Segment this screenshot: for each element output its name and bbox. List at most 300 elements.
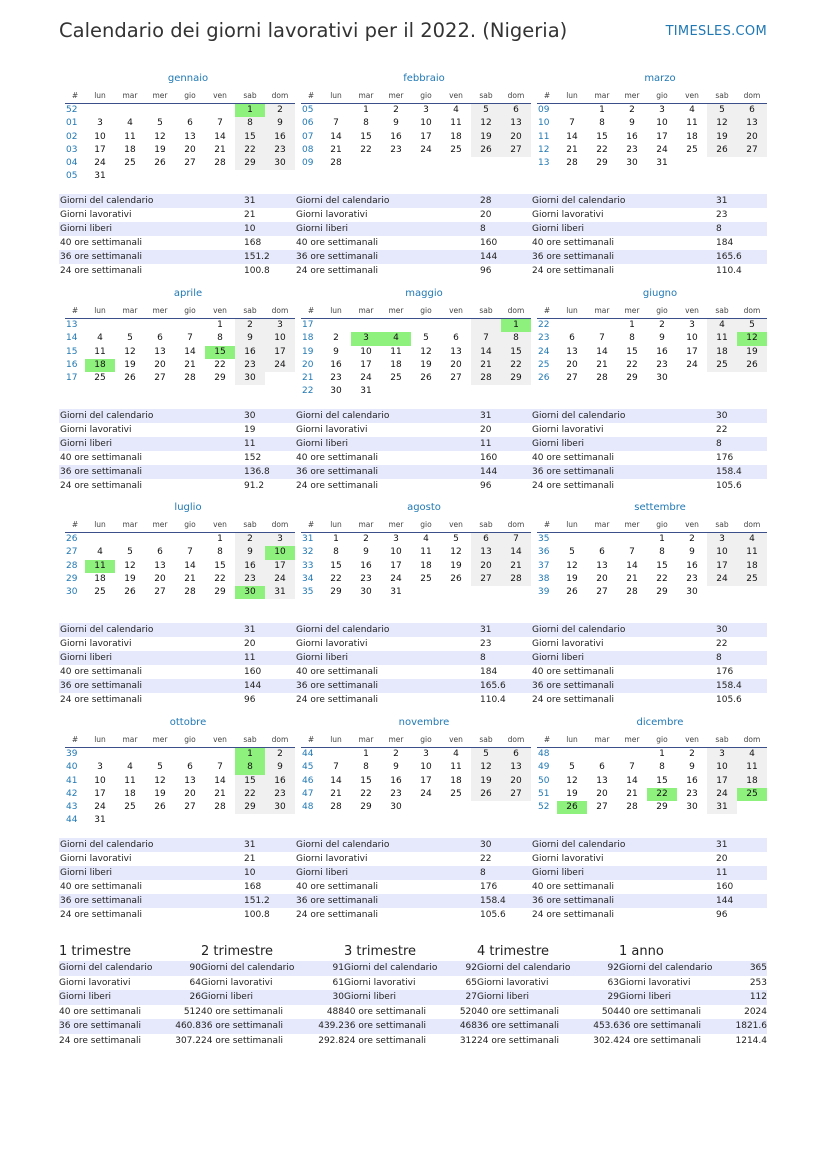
- stat-value: 21: [244, 210, 256, 220]
- quarter-stat-label: Giorni liberi: [477, 992, 530, 1002]
- day-cell: 6: [453, 333, 459, 344]
- empty-cell: [557, 319, 587, 332]
- weekday-header: ven: [441, 305, 471, 319]
- stat-row: [59, 409, 295, 423]
- week-number: 35: [538, 534, 550, 544]
- stat-value: 11: [480, 439, 492, 449]
- day-cell: 16: [390, 775, 402, 786]
- stat-row: [59, 465, 295, 479]
- weekday-header: sab: [235, 734, 265, 748]
- quarter-stat-value: 61: [332, 977, 344, 988]
- day-cell: 30: [265, 801, 295, 814]
- day-cell: 5: [707, 104, 737, 117]
- day-cell: 28: [596, 373, 608, 384]
- empty-cell: [145, 748, 175, 761]
- week-number: 28: [66, 560, 78, 571]
- stat-row: [531, 222, 767, 236]
- day-cell: 23: [390, 144, 402, 155]
- day-cell: 29: [235, 157, 265, 170]
- week-number: 45: [302, 762, 314, 773]
- empty-cell: [265, 814, 295, 827]
- day-cell: 19: [420, 359, 432, 370]
- empty-cell: [501, 801, 531, 814]
- day-cell: 18: [420, 560, 432, 571]
- empty-cell: [321, 319, 351, 332]
- month-settembre: [537, 501, 763, 599]
- weekday-header: mar: [587, 734, 617, 748]
- day-cell: 19: [737, 346, 767, 359]
- day-cell: 18: [94, 573, 106, 584]
- stat-value: 151.2: [244, 252, 270, 262]
- empty-cell: [471, 801, 501, 814]
- holiday-day-cell: 12: [737, 332, 767, 345]
- stat-label: Giorni lavorativi: [532, 210, 604, 220]
- stat-row: [531, 651, 767, 665]
- weekday-header: dom: [737, 90, 767, 104]
- month-grid: [537, 519, 763, 599]
- weekday-header: lun: [557, 519, 587, 533]
- stat-value: 20: [480, 210, 492, 220]
- stat-row: [295, 409, 531, 423]
- day-cell: 1: [629, 320, 635, 330]
- week-number-header: #: [301, 734, 321, 748]
- stat-value: 105.6: [716, 481, 742, 491]
- weekday-header: sab: [471, 90, 501, 104]
- quarter-stat-label: Giorni liberi: [59, 992, 112, 1002]
- day-cell: 22: [360, 144, 372, 155]
- stat-value: 8: [716, 439, 722, 449]
- stat-row: [531, 465, 767, 479]
- stat-row: [531, 236, 767, 250]
- stat-value: 96: [716, 910, 728, 920]
- day-cell: 4: [97, 547, 103, 558]
- quarter-stat-label: Giorni del calendario: [477, 963, 571, 973]
- day-cell: 30: [265, 157, 295, 170]
- day-cell: 30: [235, 372, 265, 385]
- stat-label: 36 ore settimanali: [532, 681, 615, 691]
- quarter-stat-value: 253: [749, 977, 767, 988]
- quarter-stat-value: 292.8: [318, 1035, 344, 1046]
- day-cell: 1: [217, 320, 223, 330]
- day-cell: 17: [265, 560, 295, 573]
- quarter-stat-value: 1821.6: [735, 1021, 767, 1031]
- day-cell: 16: [330, 359, 342, 370]
- day-cell: 27: [471, 573, 501, 586]
- day-cell: 6: [569, 333, 575, 344]
- day-cell: 19: [707, 131, 737, 144]
- day-cell: 22: [626, 359, 638, 370]
- empty-cell: [557, 104, 587, 117]
- empty-cell: [557, 748, 587, 761]
- stat-value: 96: [244, 695, 256, 705]
- empty-cell: [115, 748, 145, 761]
- month-name: febbraio: [403, 73, 445, 84]
- day-cell: 20: [501, 775, 531, 788]
- stat-row: [531, 409, 767, 423]
- empty-cell: [381, 319, 411, 332]
- day-cell: 27: [596, 587, 608, 598]
- day-cell: 6: [157, 547, 163, 558]
- stat-label: Giorni del calendario: [296, 840, 390, 850]
- day-cell: 29: [656, 587, 668, 598]
- day-cell: 20: [450, 359, 462, 370]
- day-cell: 24: [420, 788, 432, 799]
- stat-row: [531, 894, 767, 908]
- empty-cell: [115, 104, 145, 117]
- stat-label: Giorni liberi: [60, 224, 113, 234]
- empty-cell: [85, 533, 115, 546]
- week-number-header: #: [301, 90, 321, 104]
- quarter-stat-row: [344, 976, 477, 991]
- empty-cell: [471, 157, 501, 170]
- stat-label: Giorni lavorativi: [296, 425, 368, 435]
- weekday-header: mar: [587, 305, 617, 319]
- day-cell: 9: [235, 546, 265, 559]
- stat-label: 24 ore settimanali: [532, 481, 615, 491]
- quarter-table: [59, 961, 201, 1048]
- quarter-stat-value: 26: [189, 992, 201, 1002]
- day-cell: 13: [184, 775, 196, 786]
- day-cell: 14: [566, 131, 578, 142]
- quarter-stat-label: 24 ore settimanali: [59, 1035, 142, 1046]
- day-cell: 6: [187, 118, 193, 129]
- stat-row: [295, 264, 531, 278]
- month-name: dicembre: [636, 717, 684, 728]
- stat-label: 36 ore settimanali: [532, 252, 615, 262]
- quarter-title: 1 anno: [619, 944, 664, 959]
- quarter-stat-label: 24 ore settimanali: [201, 1035, 284, 1046]
- week-number: 08: [302, 144, 314, 155]
- day-cell: 26: [124, 373, 136, 384]
- day-cell: 28: [471, 372, 501, 385]
- day-cell: 23: [686, 573, 698, 584]
- weekday-header: gio: [647, 90, 677, 104]
- stat-row: [59, 852, 295, 866]
- stat-label: 40 ore settimanali: [532, 667, 615, 677]
- day-cell: 18: [124, 788, 136, 799]
- day-cell: 15: [214, 560, 226, 571]
- stat-label: Giorni lavorativi: [296, 854, 368, 864]
- quarter-stat-value: 27: [465, 992, 477, 1002]
- stat-value: 30: [480, 840, 492, 850]
- weekday-header: ven: [677, 90, 707, 104]
- day-cell: 3: [423, 105, 429, 115]
- day-cell: 2: [629, 105, 635, 115]
- empty-cell: [737, 586, 767, 599]
- stat-row: [295, 623, 531, 637]
- stat-row: [295, 236, 531, 250]
- day-cell: 23: [330, 373, 342, 384]
- weekday-header: mar: [115, 90, 145, 104]
- stat-label: Giorni liberi: [532, 439, 585, 449]
- quarter-stat-label: Giorni del calendario: [59, 963, 153, 973]
- day-cell: 13: [596, 775, 608, 786]
- day-cell: 5: [127, 547, 133, 558]
- week-number: 48: [538, 749, 550, 759]
- day-cell: 2: [265, 748, 295, 761]
- month-luglio: [65, 501, 291, 599]
- day-cell: 29: [214, 373, 226, 384]
- stat-row: [59, 637, 295, 651]
- stat-label: Giorni liberi: [296, 868, 349, 878]
- month-grid: [301, 734, 527, 814]
- month-stats-ottobre: [59, 838, 295, 922]
- empty-cell: [471, 319, 501, 332]
- month-stats-maggio: [295, 409, 531, 493]
- stat-label: 24 ore settimanali: [60, 695, 143, 705]
- day-cell: 23: [390, 788, 402, 799]
- weekday-header: lun: [321, 734, 351, 748]
- quarter-stat-value: 365: [749, 963, 767, 973]
- quarter-stat-row: [59, 1034, 201, 1049]
- month-stats-aprile: [59, 409, 295, 493]
- day-cell: 5: [157, 118, 163, 129]
- day-cell: 27: [184, 802, 196, 813]
- weekday-header: lun: [321, 90, 351, 104]
- weekday-header: sab: [235, 305, 265, 319]
- week-number: 49: [538, 762, 550, 773]
- weekday-header: dom: [501, 305, 531, 319]
- stat-label: 24 ore settimanali: [296, 695, 379, 705]
- month-stats-dicembre: [531, 838, 767, 922]
- week-number: 09: [302, 158, 314, 169]
- empty-cell: [737, 801, 767, 814]
- stat-label: 36 ore settimanali: [296, 252, 379, 262]
- day-cell: 13: [566, 346, 578, 357]
- stat-value: 176: [716, 453, 734, 463]
- stat-row: [59, 623, 295, 637]
- week-number: 20: [302, 359, 314, 370]
- weekday-header: gio: [175, 734, 205, 748]
- empty-cell: [175, 104, 205, 117]
- week-number: 52: [66, 105, 78, 115]
- empty-cell: [205, 170, 235, 183]
- day-cell: 15: [656, 560, 668, 571]
- day-cell: 19: [124, 573, 136, 584]
- day-cell: 14: [184, 346, 196, 357]
- day-cell: 1: [363, 749, 369, 759]
- week-number-header: #: [537, 90, 557, 104]
- empty-cell: [471, 586, 501, 599]
- week-number: 15: [66, 346, 78, 357]
- day-cell: 2: [265, 104, 295, 117]
- day-cell: 7: [217, 762, 223, 773]
- stat-row: [295, 423, 531, 437]
- stat-value: 30: [716, 411, 728, 421]
- day-cell: 2: [235, 319, 265, 332]
- day-cell: 5: [157, 762, 163, 773]
- day-cell: 7: [471, 332, 501, 345]
- day-cell: 2: [393, 749, 399, 759]
- month-marzo: [537, 72, 763, 170]
- month-maggio: [301, 287, 527, 399]
- stat-label: 40 ore settimanali: [296, 238, 379, 248]
- day-cell: 4: [127, 118, 133, 129]
- weekday-header: ven: [677, 519, 707, 533]
- stat-row: [531, 250, 767, 264]
- day-cell: 2: [235, 533, 265, 546]
- day-cell: 14: [330, 131, 342, 142]
- day-cell: 18: [737, 560, 767, 573]
- day-cell: 7: [629, 762, 635, 773]
- day-cell: 16: [390, 131, 402, 142]
- quarter-stat-row: [59, 990, 201, 1005]
- week-number: 27: [66, 547, 78, 558]
- week-number: 32: [302, 547, 314, 558]
- day-cell: 13: [501, 761, 531, 774]
- quarter-stat-value: 112: [749, 992, 767, 1002]
- stat-row: [295, 679, 531, 693]
- quarter-title: 3 trimestre: [344, 944, 417, 959]
- day-cell: 25: [94, 587, 106, 598]
- day-cell: 31: [94, 171, 106, 182]
- month-grid: [65, 90, 291, 184]
- quarter-stat-row: [344, 990, 477, 1005]
- quarter-stat-row: [201, 976, 344, 991]
- stat-row: [59, 679, 295, 693]
- quarter-stat-value: 460.8: [175, 1021, 201, 1031]
- quarter-table: [344, 961, 477, 1048]
- weekday-header: lun: [321, 519, 351, 533]
- quarter-stat-row: [619, 1019, 767, 1034]
- day-cell: 27: [184, 158, 196, 169]
- day-cell: 28: [330, 158, 342, 169]
- stat-row: [531, 679, 767, 693]
- stat-value: 31: [244, 840, 256, 850]
- day-cell: 28: [626, 802, 638, 813]
- weekday-header: mer: [617, 519, 647, 533]
- week-number-header: #: [65, 305, 85, 319]
- quarter-stat-value: 504: [601, 1006, 619, 1017]
- stat-value: 184: [480, 667, 498, 677]
- stat-value: 30: [716, 625, 728, 635]
- weekday-header: mer: [617, 90, 647, 104]
- week-number-header: #: [65, 519, 85, 533]
- weekday-header: gio: [411, 305, 441, 319]
- empty-cell: [351, 157, 381, 170]
- day-cell: 12: [566, 560, 578, 571]
- stat-value: 184: [716, 238, 734, 248]
- month-name: aprile: [173, 288, 203, 299]
- stat-label: Giorni liberi: [60, 653, 113, 663]
- weekday-header: ven: [441, 519, 471, 533]
- stat-row: [295, 838, 531, 852]
- week-number-header: #: [65, 734, 85, 748]
- quarter-stat-row: [59, 961, 201, 976]
- day-cell: 17: [686, 346, 698, 357]
- weekday-header: gio: [647, 734, 677, 748]
- empty-cell: [115, 533, 145, 546]
- week-number-header: #: [65, 90, 85, 104]
- quarter-2: [201, 943, 344, 1048]
- page-title: Calendario dei giorni lavorativi per il 2022. (Nigeria): [59, 19, 568, 42]
- day-cell: 7: [333, 762, 339, 773]
- day-cell: 9: [629, 118, 635, 129]
- stat-value: 144: [480, 252, 498, 262]
- day-cell: 29: [214, 587, 226, 598]
- stat-label: 36 ore settimanali: [60, 896, 143, 906]
- stat-label: 36 ore settimanali: [296, 467, 379, 477]
- quarter-5: [619, 943, 767, 1048]
- weekday-header: ven: [205, 305, 235, 319]
- day-cell: 9: [235, 332, 265, 345]
- day-cell: 25: [420, 573, 432, 584]
- weekday-header: gio: [647, 519, 677, 533]
- month-stats-novembre: [295, 838, 531, 922]
- empty-cell: [501, 385, 531, 398]
- weekday-header: mer: [145, 90, 175, 104]
- day-cell: 20: [501, 131, 531, 144]
- month-name: ottobre: [169, 717, 207, 728]
- weekday-header: gio: [411, 519, 441, 533]
- day-cell: 11: [737, 546, 767, 559]
- day-cell: 19: [471, 131, 501, 144]
- stat-value: 28: [480, 196, 492, 206]
- weekday-header: ven: [677, 305, 707, 319]
- day-cell: 4: [423, 534, 429, 544]
- week-number: 07: [302, 131, 314, 142]
- stat-row: [531, 866, 767, 880]
- quarter-stat-label: Giorni lavorativi: [477, 977, 549, 988]
- day-cell: 26: [471, 144, 501, 157]
- stat-label: 24 ore settimanali: [60, 910, 143, 920]
- week-number: 31: [302, 534, 314, 544]
- day-cell: 13: [154, 346, 166, 357]
- weekday-header: ven: [205, 734, 235, 748]
- day-cell: 20: [596, 788, 608, 799]
- week-number: 24: [538, 346, 550, 357]
- day-cell: 22: [214, 359, 226, 370]
- quarter-stat-row: [619, 976, 767, 991]
- empty-cell: [707, 586, 737, 599]
- stat-label: Giorni del calendario: [532, 411, 626, 421]
- day-cell: 5: [423, 333, 429, 344]
- day-cell: 12: [420, 346, 432, 357]
- month-stats-giugno: [531, 409, 767, 493]
- week-number-header: #: [537, 305, 557, 319]
- stat-row: [295, 665, 531, 679]
- stat-label: Giorni liberi: [296, 653, 349, 663]
- day-cell: 2: [363, 534, 369, 544]
- day-cell: 14: [626, 775, 638, 786]
- day-cell: 12: [566, 775, 578, 786]
- day-cell: 10: [420, 118, 432, 129]
- quarter-stat-value: 29: [607, 992, 619, 1002]
- day-cell: 15: [596, 131, 608, 142]
- stat-label: Giorni del calendario: [532, 196, 626, 206]
- week-number: 37: [538, 560, 550, 571]
- day-cell: 11: [686, 118, 698, 129]
- day-cell: 19: [566, 788, 578, 799]
- stat-value: 11: [244, 653, 256, 663]
- empty-cell: [235, 814, 265, 827]
- weekday-header: mer: [617, 305, 647, 319]
- stat-value: 110.4: [716, 266, 742, 276]
- stat-row: [59, 236, 295, 250]
- day-cell: 18: [450, 775, 462, 786]
- empty-cell: [411, 586, 441, 599]
- empty-cell: [381, 157, 411, 170]
- weekday-header: dom: [501, 519, 531, 533]
- month-stats-marzo: [531, 194, 767, 278]
- brand-link[interactable]: TIMESLES.COM: [665, 24, 767, 39]
- stat-row: [295, 908, 531, 922]
- day-cell: 16: [686, 775, 698, 786]
- quarter-stat-label: 40 ore settimanali: [619, 1006, 702, 1017]
- month-grid: [65, 305, 291, 385]
- day-cell: 11: [94, 346, 106, 357]
- empty-cell: [737, 372, 767, 385]
